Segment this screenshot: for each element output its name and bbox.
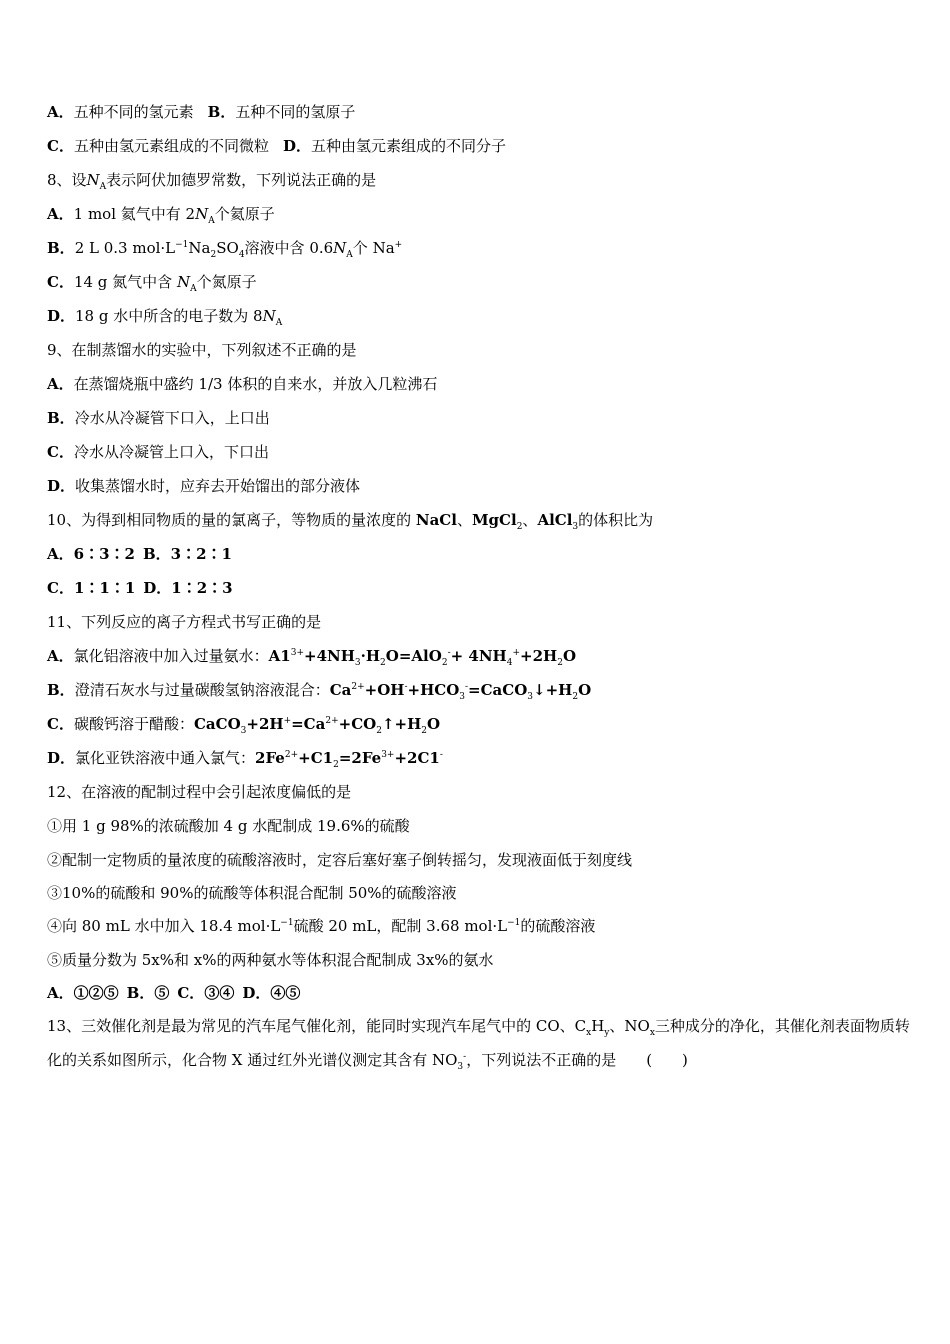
text-run: 三种成分的净化，其催化剂表面物质转化的关系如图所示，化合物 X 通过红外光谱仪测定其含有 NO (47, 1017, 910, 1069)
superscript: 2+ (284, 750, 299, 760)
text-run: O (426, 715, 441, 733)
text-run: A． (47, 103, 74, 121)
text-run: AlCl (537, 511, 573, 529)
text-run: 12、在溶液的配制过程中会引起浓度偏低的是 (47, 783, 352, 801)
q9-option-a (47, 374, 437, 394)
subscript: 4 (506, 658, 513, 668)
q8-stem (47, 170, 376, 190)
text-run: +OH (364, 681, 405, 699)
text-run: CaCO (193, 715, 241, 733)
q8-option-d (47, 306, 282, 326)
subscript: 2 (421, 726, 427, 736)
text-run: N (262, 307, 276, 325)
subscript: A (208, 216, 215, 226)
text-run: NaCl (415, 511, 457, 529)
text-run: 硫酸 20 mL，配制 3.68 mol·L (293, 917, 508, 935)
text-run: 五种由氢元素组成的不同分子 (310, 137, 506, 155)
text-run: ①用 1 g 98%的浓硫酸加 4 g 水配制成 19.6%的硫酸 (47, 817, 410, 835)
text-run: B． (126, 984, 155, 1002)
text-run: =2Fe (338, 749, 382, 767)
text-run: 溶液中含 0.6 (244, 239, 334, 257)
q10-options-ab (47, 544, 232, 564)
text-run: ③10%的硫酸和 90%的硫酸等体积混合配制 50%的硫酸溶液 (47, 884, 457, 902)
subscript: A (99, 182, 107, 192)
q8-option-c (47, 272, 257, 292)
text-run: +2H (246, 715, 284, 733)
text-run: D． (242, 984, 271, 1002)
text-run: 的硫酸溶液 (520, 917, 596, 935)
text-run: A． (47, 545, 74, 563)
text-run: 14 g 氮气中含 (73, 273, 177, 291)
text-run: D． (282, 137, 311, 155)
text-run: D． (47, 477, 76, 495)
text-run: 个氦原子 (214, 205, 275, 223)
text-run: 、NO (609, 1017, 650, 1035)
text-run: +CO (338, 715, 377, 733)
superscript: −1 (507, 918, 521, 928)
q11-option-b (47, 680, 591, 700)
text-run: ·H (360, 647, 381, 665)
text-run: O=AlO (385, 647, 442, 665)
text-run: ①②⑤ (73, 984, 119, 1002)
text-run: 的体积比为 (578, 511, 654, 529)
text-run: 收集蒸馏水时，应弃去开始馏出的部分液体 (75, 477, 361, 495)
q11-stem (47, 612, 321, 632)
subscript: 3 (354, 658, 361, 668)
subscript: 3 (527, 692, 534, 702)
text-run: SO (216, 239, 239, 257)
text-run: ⑤ (154, 984, 170, 1002)
text-run: + 4NH (450, 647, 507, 665)
subscript: A (190, 284, 197, 294)
text-run: Na (188, 239, 211, 257)
text-run: 13、三效催化剂是最为常见的汽车尾气催化剂，能同时实现汽车尾气中的 CO、C (47, 1017, 587, 1035)
text-run: +C1 (298, 749, 334, 767)
subscript: 3 (459, 692, 465, 702)
q12-item-1 (47, 816, 410, 836)
text-run: H (591, 1017, 605, 1035)
superscript: + (283, 716, 292, 726)
text-run: N (195, 205, 209, 223)
q12-options (47, 983, 300, 1003)
text-run: B． (142, 545, 171, 563)
text-run: 冷水从冷凝管下口入，上口出 (74, 409, 270, 427)
superscript: - (447, 648, 451, 658)
text-run: B． (47, 681, 75, 699)
text-run: 五种不同的氢原子 (235, 103, 356, 121)
text-run: 6∶3∶2 (73, 545, 135, 563)
text-run: A． (47, 984, 74, 1002)
superscript: 3+ (290, 648, 305, 658)
q11-option-a (47, 646, 576, 666)
text-run: ④向 80 mL 水中加入 18.4 mol·L (47, 917, 281, 935)
text-run: B． (47, 239, 75, 257)
q9-option-c (47, 442, 269, 462)
subscript: 2 (333, 760, 339, 770)
q9-option-d (47, 476, 360, 496)
text-run: ④⑤ (270, 984, 301, 1002)
q13-stem (47, 1009, 913, 1077)
subscript: A (346, 250, 353, 260)
text-run: 冷水从冷凝管上口入，下口出 (73, 443, 269, 461)
text-run: 表示阿伏加德罗常数，下列说法正确的是 (106, 171, 377, 189)
superscript: + (394, 240, 403, 250)
subscript: 4 (238, 250, 245, 260)
text-run: O (562, 647, 577, 665)
text-run: 2Fe (255, 749, 285, 767)
text-run: 1∶2∶3 (171, 579, 233, 597)
text-run: 个氮原子 (196, 273, 257, 291)
subscript: 2 (210, 250, 217, 260)
text-run: +2H (520, 647, 558, 665)
q12-stem (47, 782, 351, 802)
superscript: 2+ (351, 682, 365, 692)
text-run: ，下列说法不正确的是 ( ) (466, 1051, 688, 1069)
text-run: 氯化亚铁溶液中通入氯气： (75, 749, 256, 767)
q10-options-cd (47, 578, 233, 598)
q12-item-2 (47, 850, 632, 870)
text-run: +4NH (304, 647, 355, 665)
superscript: - (463, 1052, 467, 1062)
text-run: A． (47, 375, 74, 393)
text-run: +2C1 (394, 749, 440, 767)
text-run: 个 Na (352, 239, 395, 257)
subscript: 2 (572, 692, 579, 702)
text-run: N (86, 171, 100, 189)
subscript: 2 (557, 658, 563, 668)
text-run: ③④ (204, 984, 235, 1002)
text-run: 11、下列反应的离子方程式书写正确的是 (47, 613, 322, 631)
text-run: MgCl (471, 511, 517, 529)
q9-option-b (47, 408, 270, 428)
superscript: - (465, 682, 469, 692)
text-run: 1∶1∶1 (73, 579, 136, 597)
text-run: C． (47, 443, 74, 461)
q7-options-ab (47, 102, 355, 122)
q9-stem (47, 340, 357, 360)
text-run: C． (47, 137, 74, 155)
text-run: C． (47, 579, 74, 597)
superscript: 2+ (325, 716, 339, 726)
text-run: 澄清石灰水与过量碳酸氢钠溶液混合： (74, 681, 330, 699)
text-run: 氯化铝溶液中加入过量氨水： (73, 647, 269, 665)
text-run: 18 g 水中所含的电子数为 8 (75, 307, 263, 325)
q7-options-cd (47, 136, 506, 156)
text-run: 3∶2∶1 (170, 545, 232, 563)
subscript: 3 (572, 522, 579, 532)
q12-item-4 (47, 916, 595, 936)
text-run: A． (47, 647, 74, 665)
q8-option-b (47, 238, 402, 258)
q12-item-3 (47, 883, 457, 903)
text-run: 五种不同的氢元素 (73, 103, 194, 121)
q12-item-5 (47, 950, 494, 970)
text-run: =CaCO (468, 681, 528, 699)
text-run: Ca (329, 681, 352, 699)
q10-stem (47, 510, 653, 530)
text-run: =Ca (291, 715, 326, 733)
subscript: 2 (380, 658, 386, 668)
text-run: N (333, 239, 347, 257)
superscript: 3+ (381, 750, 395, 760)
subscript: 2 (441, 658, 448, 668)
subscript: y (604, 1028, 610, 1038)
text-run: ↓+H (533, 681, 573, 699)
q11-option-d (47, 748, 443, 768)
superscript: −1 (280, 918, 294, 928)
text-run: +HCO (407, 681, 460, 699)
text-run: D． (47, 749, 76, 767)
text-run: 9、在制蒸馏水的实验中，下列叙述不正确的是 (47, 341, 357, 359)
text-run: D． (47, 307, 76, 325)
text-run: 10、为得到相同物质的量的氯离子，等物质的量浓度的 (47, 511, 416, 529)
text-run: B． (207, 103, 236, 121)
text-run: O (578, 681, 592, 699)
q11-option-c (47, 714, 440, 734)
subscript: 3 (240, 726, 247, 736)
superscript: - (439, 750, 443, 760)
text-run: ↑+H (381, 715, 422, 733)
text-run: 在蒸馏烧瓶中盛约 1/3 体积的自来水，并放入几粒沸石 (73, 375, 438, 393)
subscript: 3 (457, 1062, 464, 1072)
text-run: 8、设 (47, 171, 87, 189)
text-run: A1 (268, 647, 291, 665)
superscript: −1 (175, 240, 189, 250)
text-run: ②配制一定物质的量浓度的硫酸溶液时，定容后塞好塞子倒转摇匀，发现液面低于刻度线 (47, 851, 633, 869)
text-run: 2 L 0.3 mol·L (74, 239, 176, 257)
text-run: 、 (522, 511, 538, 529)
subscript: x (586, 1028, 592, 1038)
text-run: N (176, 273, 191, 291)
text-run: 碳酸钙溶于醋酸： (73, 715, 194, 733)
text-run: B． (47, 409, 75, 427)
text-run: 1 mol 氦气中有 2 (73, 205, 196, 223)
subscript: x (649, 1028, 655, 1038)
q8-option-a (47, 204, 275, 224)
subscript: 2 (516, 522, 523, 532)
text-run: 五种由氢元素组成的不同微粒 (73, 137, 269, 155)
text-run: C． (47, 273, 74, 291)
superscript: - (404, 682, 408, 692)
subscript: A (275, 318, 283, 328)
text-run: D． (143, 579, 172, 597)
text-run: ⑤质量分数为 5x%和 x%的两种氨水等体积混合配制成 3x%的氨水 (47, 951, 494, 969)
superscript: + (512, 648, 521, 658)
text-run: C． (177, 984, 205, 1002)
text-run: A． (47, 205, 74, 223)
text-run: C． (47, 715, 74, 733)
subscript: 2 (376, 726, 382, 736)
text-run: 、 (456, 511, 472, 529)
